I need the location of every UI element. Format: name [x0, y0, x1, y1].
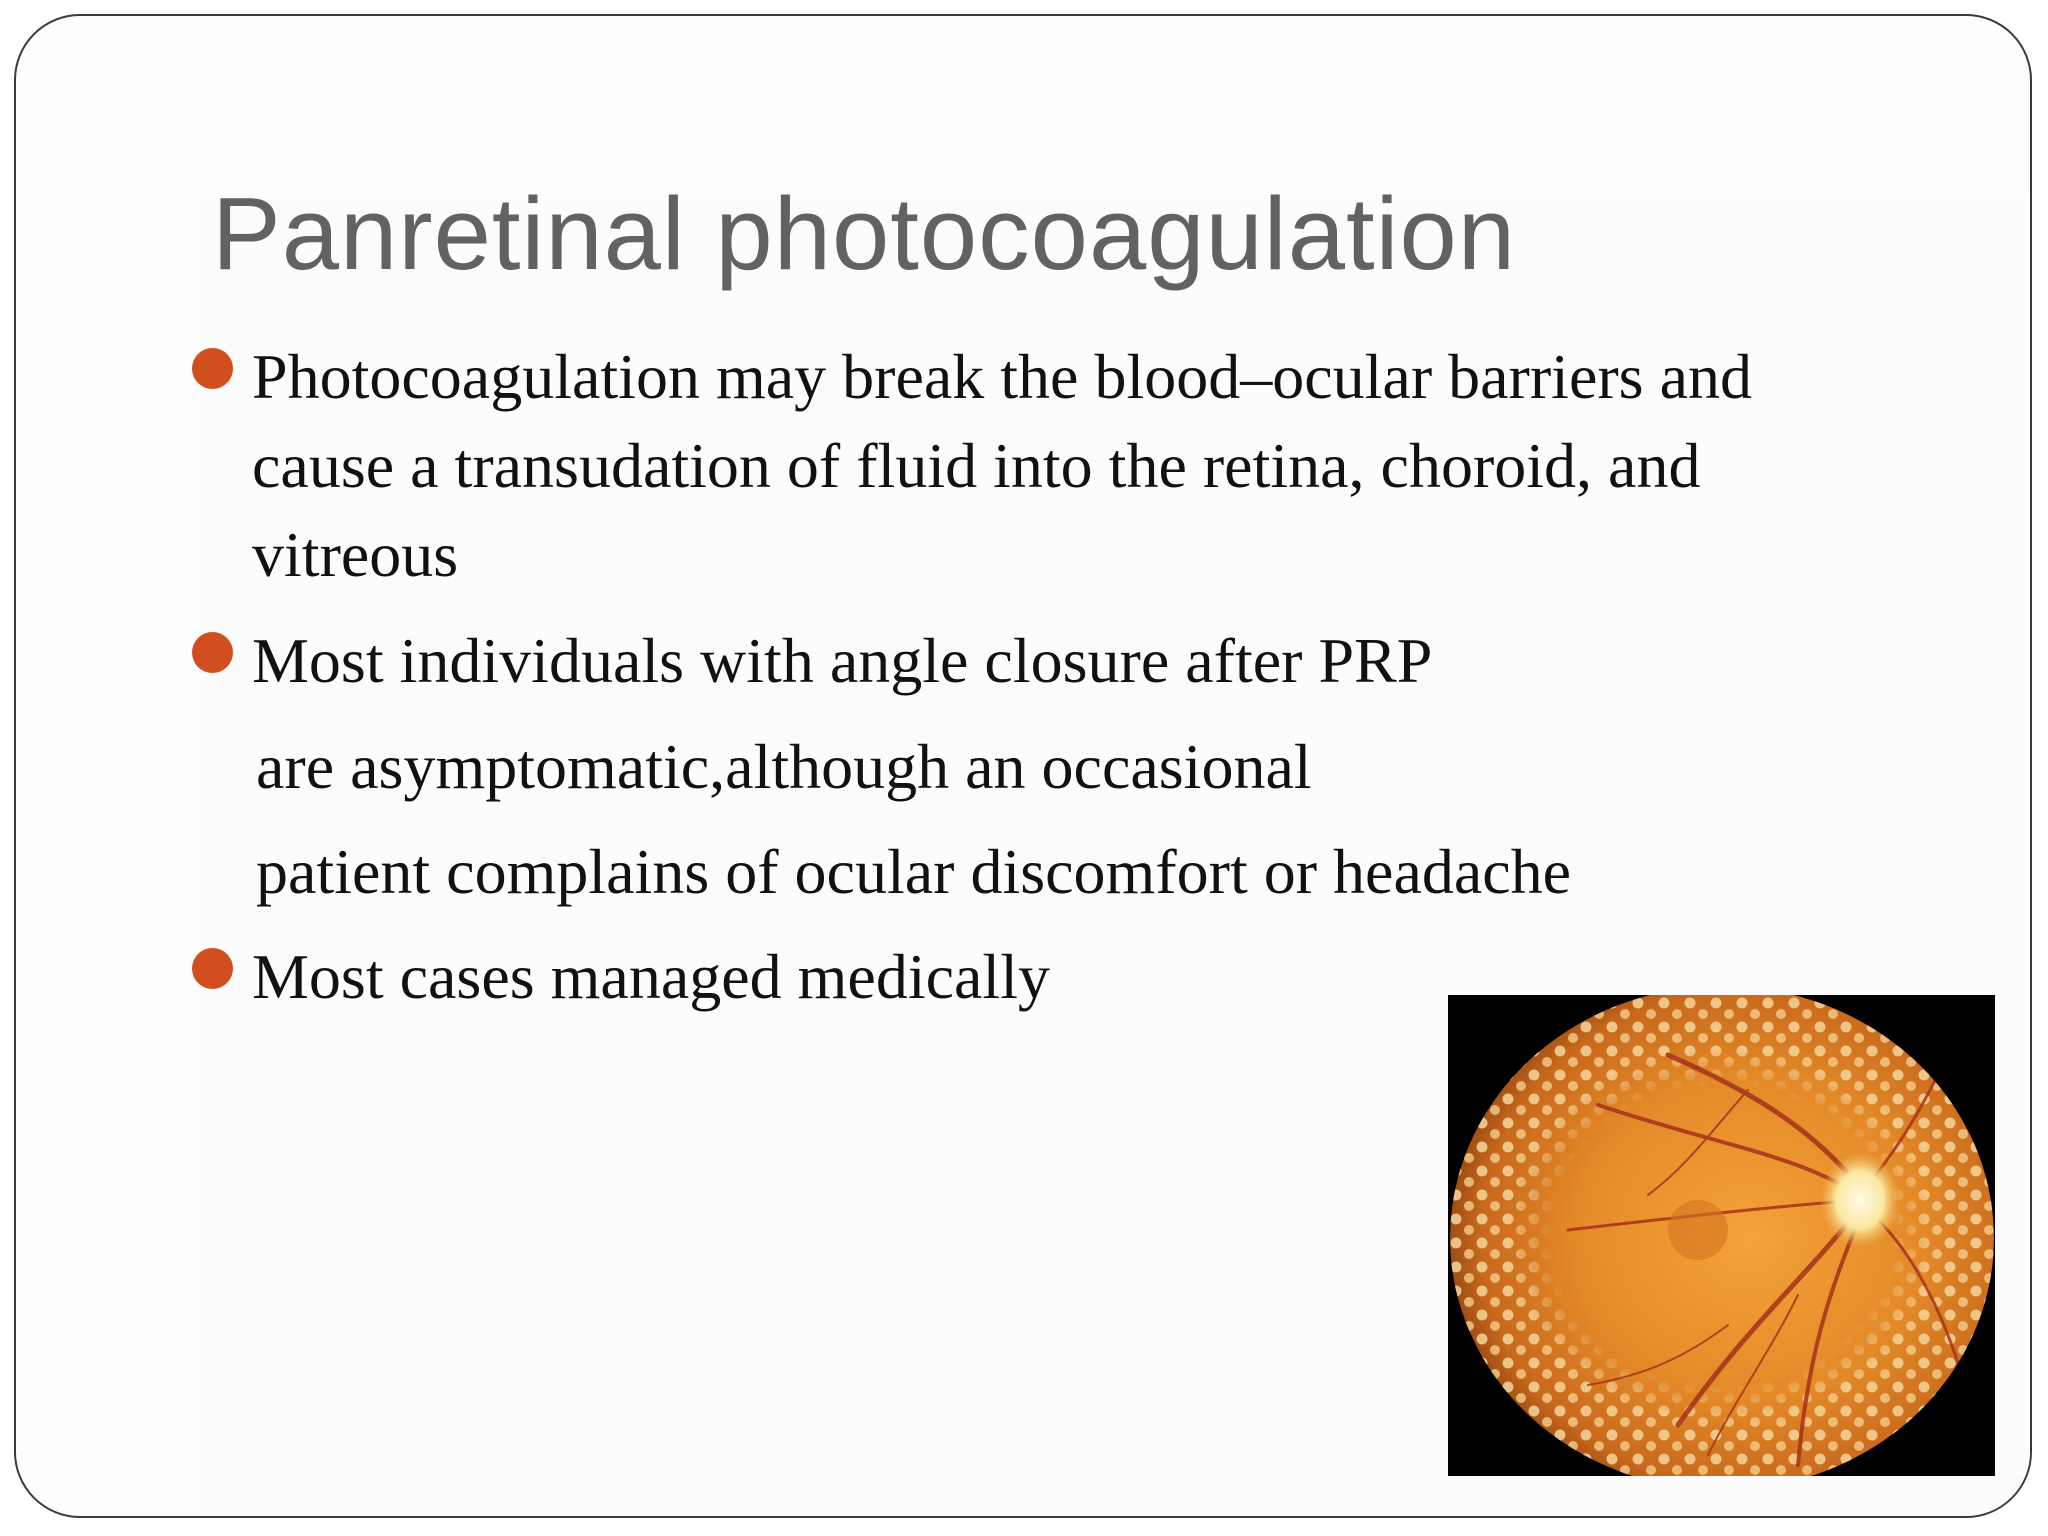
fundus-image — [1448, 995, 1995, 1476]
bullet-dot-icon — [192, 632, 233, 673]
bullet-dot-icon — [192, 348, 233, 389]
bullet-1-line-1: Photocoagulation may break the blood–ocular barriers and — [252, 341, 1752, 412]
retina-fundus-photo — [1448, 995, 1995, 1476]
bullet-2-line-3: patient complains of ocular discomfort or headache — [256, 836, 1572, 907]
bullet-2-line-2: are asymptomatic,although an occasional — [256, 731, 1312, 802]
slide-title: Panretinal photocoagulation — [212, 176, 1517, 291]
bullet-2-line-1: Most individuals with angle closure after PRP — [252, 625, 1433, 696]
bullet-dot-icon — [192, 948, 233, 989]
bullet-3-line-1: Most cases managed medically — [252, 941, 1050, 1012]
bullet-1-line-2: cause a transudation of fluid into the retina, choroid, and — [252, 430, 1701, 501]
bullet-1-line-3: vitreous — [252, 519, 459, 590]
